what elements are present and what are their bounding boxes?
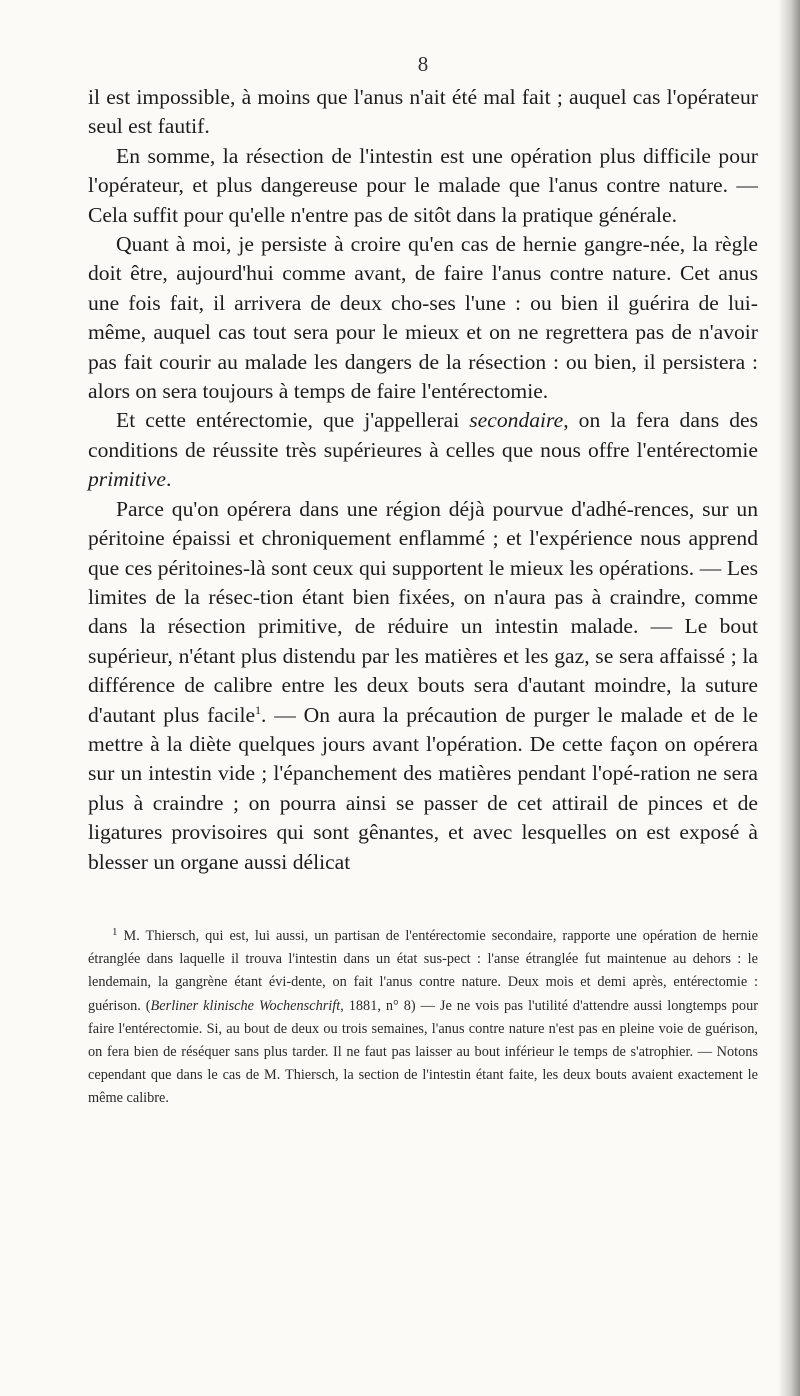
footnote-mark: 1 bbox=[112, 926, 118, 938]
emphasis-primitive: primitive bbox=[88, 467, 166, 492]
paragraph-4 bbox=[88, 406, 758, 494]
paragraph-4-text-c: . bbox=[165, 467, 172, 492]
paragraph-5 bbox=[88, 495, 758, 877]
paragraph-4-text-a: Et cette entérectomie, que j'appellerai bbox=[116, 408, 470, 433]
paragraph-2: En somme, la résection de l'intestin est une opération plus difficile pour l'opérateur, et plus dangereuse pour le malade que l'anus contre nature. — Cela suffit pour qu'elle n'entre pas de sitôt dans la pratique générale. bbox=[88, 143, 758, 227]
page-edge-shadow bbox=[778, 0, 800, 1396]
paragraph-5-text-b: . — On aura la précaution de purger le malade et de le mettre à la diète quelques jours avant l'opération. De cette façon on opérera sur un intestin vide ; l'épanchement des matières pendant l'opé-ration ne sera plus à craindre ; on pourra ainsi se passer de cet attirail de pinces et de ligatures provisoires qui sont gênantes, et avec lesquelles on est exposé à blesser un organe aussi délicat bbox=[88, 702, 758, 874]
paragraph-4-text-b: , on la fera dans des conditions de réussite très supérieures à celles que nous offre l'entérectomie bbox=[88, 408, 758, 462]
footnote-text-a: M. Thiersch, qui est, lui aussi, un partisan de l'entérectomie secondaire, rapporte une opération de hernie étranglée dans laquelle il trouva l'intestin dans un état sus-pect : l'anse étranglée fut maintenue au dehors : le lendemain, la gangrène étant évi-dente, on fait l'anus contre nature. Deux mois et demi après, entérectomie : guérison. ( bbox=[88, 928, 758, 1014]
journal-title: Berliner klinische Wochenschrift bbox=[150, 997, 341, 1014]
paragraph-1: il est impossible, à moins que l'anus n'ait été mal fait ; auquel cas l'opérateur seul est fautif. bbox=[88, 85, 758, 139]
footnote-text-b: , 1881, n° 8) — Je ne vois pas l'utilité d'attendre aussi longtemps pour faire l'entérectomie. Si, au bout de deux ou trois semaines, l'anus contre nature n'est pas en pleine voie de guérison, on fera bien de réséquer sans plus tarder. Il ne faut pas laisser au bout inférieur le temps de s'atrophier. — Notons cependant que dans le cas de M. Thiersch, la section de l'intestin étant faite, les deux bouts avaient exactement le même calibre. bbox=[88, 997, 758, 1107]
footnote-reference: 1 bbox=[255, 702, 262, 717]
footnote-block bbox=[88, 925, 758, 1111]
paragraph-5-text-a: Parce qu'on opérera dans une région déjà pourvue d'adhé-rences, sur un péritoine épaissi et chroniquement enflammé ; et l'expérience nous apprend que ces péritoines-là sont ceux qui supportent le mieux les opérations. — Les limites de la résec-tion étant bien fixées, on n'aura pas à craindre, comme dans la résection primitive, de réduire un intestin malade. — Le bout supérieur, n'étant plus distendu par les matières et les gaz, se sera affaissé ; la différence de calibre entre les deux bouts sera d'autant moindre, la suture d'autant plus facile bbox=[88, 496, 758, 727]
main-text bbox=[88, 83, 758, 877]
emphasis-secondaire: secondaire bbox=[469, 408, 564, 433]
paragraph-3: Quant à moi, je persiste à croire qu'en cas de hernie gangre-née, la règle doit être, aujourd'hui comme avant, de faire l'anus contre nature. Cet anus une fois fait, il arrivera de deux cho-ses l'une : ou bien il guérira de lui-même, auquel cas tout sera pour le mieux et on ne regrettera pas de n'avoir pas fait courir au malade les dangers de la résection : ou bien, il persistera : alors on sera toujours à temps de faire l'entérectomie. bbox=[88, 232, 758, 404]
page-number: 8 bbox=[417, 52, 429, 76]
footnote-1 bbox=[88, 925, 758, 1111]
